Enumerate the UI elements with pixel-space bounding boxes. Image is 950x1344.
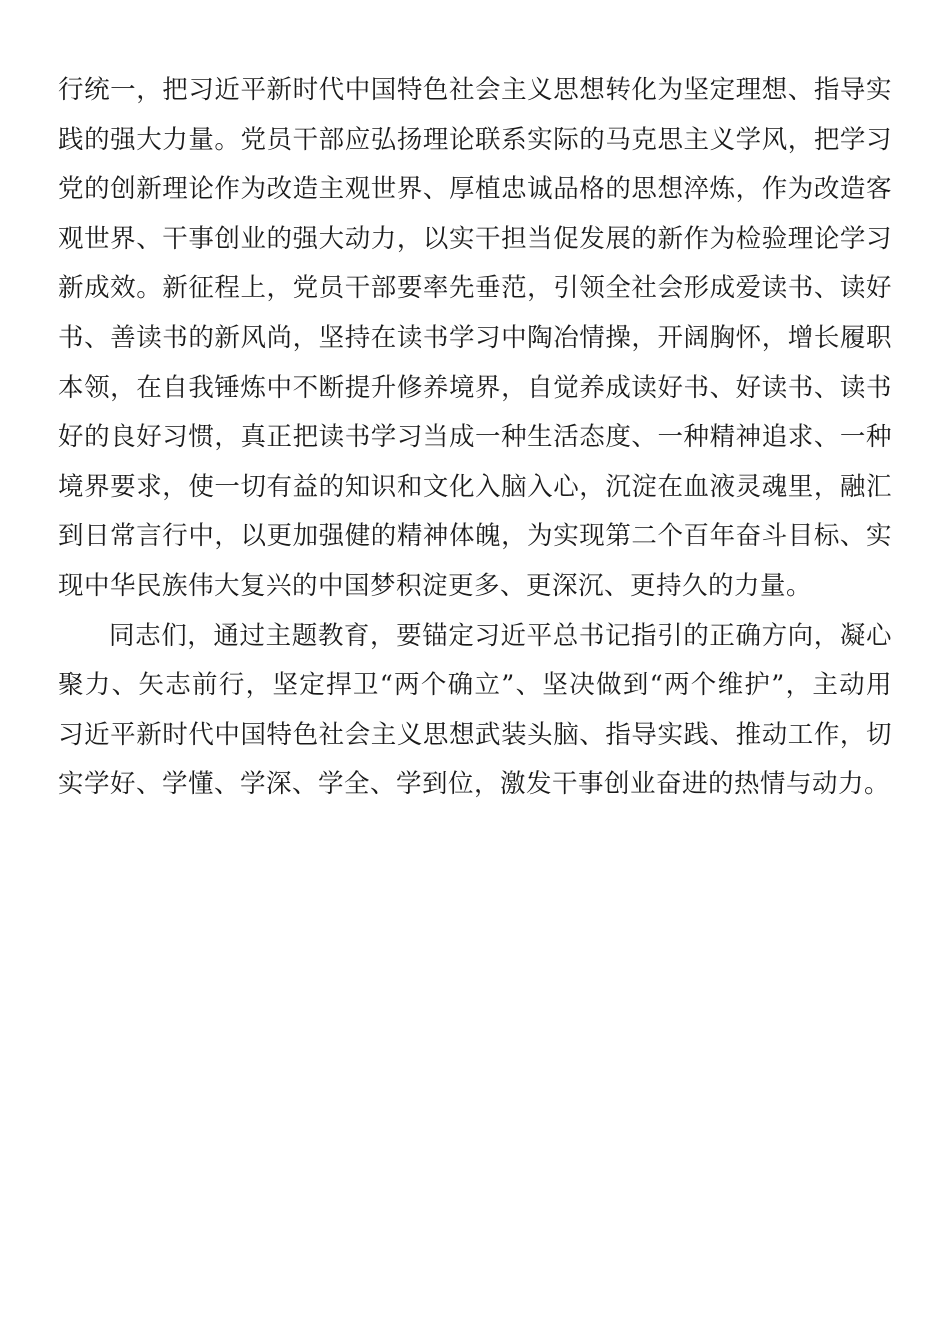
paragraph-continuation: 行统一，把习近平新时代中国特色社会主义思想转化为坚定理想、指导实践的强大力量。党员干部应弘扬理论联系实际的马克思主义学风，把学习党的创新理论作为改造主观世界、厚植忠诚品格的思想淬炼，作为改造客观世界、干事创业的强大动力，以实干担当促发展的新作为检验理论学习新成效。新征程上，党员干部要率先垂范，引领全社会形成爱读书、读好书、善读书的新风尚，坚持在读书学习中陶冶情操，开阔胸怀，增长履职本领，在自我锤炼中不断提升修养境界，自觉养成读好书、好读书、读书好的良好习惯，真正把读书学习当成一种生活态度、一种精神追求、一种境界要求，使一切有益的知识和文化入脑入心，沉淀在血液灵魂里，融汇到日常言行中，以更加强健的精神体魄，为实现第二个百年奋斗目标、实现中华民族伟大复兴的中国梦积淀更多、更深沉、更持久的力量。: [58, 75, 892, 601]
paragraph-closing: 同志们，通过主题教育，要锚定习近平总书记指引的正确方向，凝心聚力、矢志前行，坚定捍卫“两个确立”、坚决做到“两个维护”，主动用习近平新时代中国特色社会主义思想武装头脑、指导实践、推动工作，切实学好、学懂、学深、学全、学到位，激发干事创业奋进的热情与动力。: [58, 620, 892, 800]
document-page: [58, 66, 892, 810]
